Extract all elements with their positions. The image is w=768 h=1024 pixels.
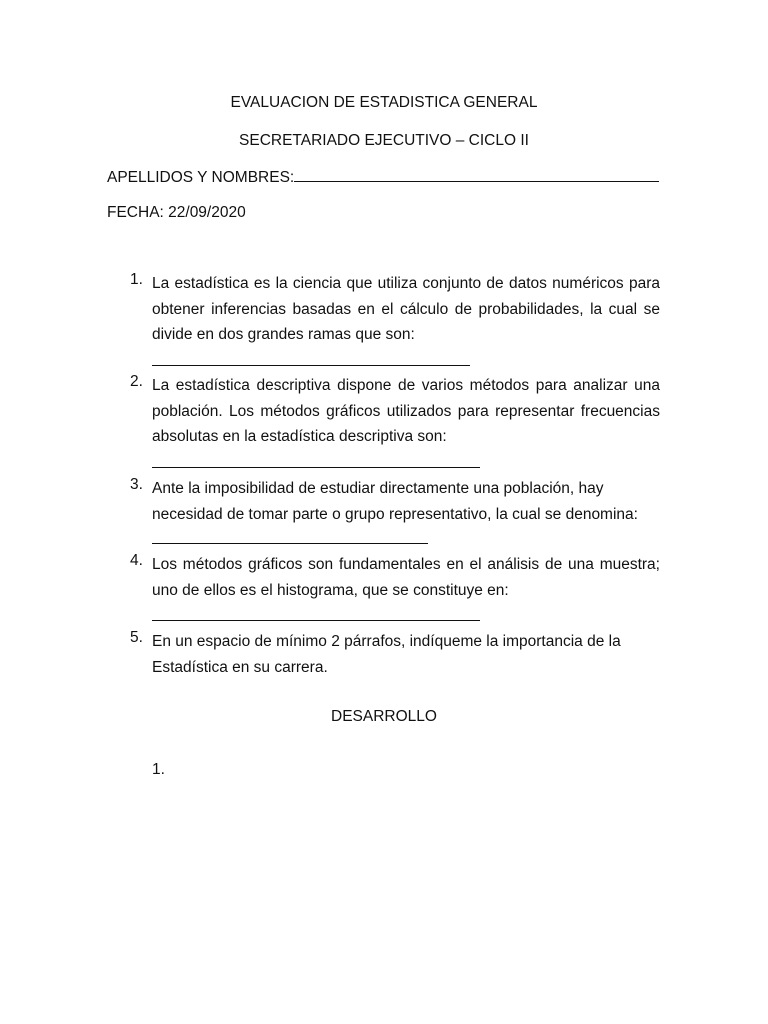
question-text: La estadística es la ciencia que utiliza conjunto de datos numéricos para obtener inferencias basadas en el cálculo de probabilidades, la cual se divide en dos grandes ramas que son: xyxy=(152,275,660,343)
question-4 xyxy=(130,552,660,621)
answer-blank[interactable] xyxy=(152,348,470,366)
answer-blank[interactable] xyxy=(152,528,428,544)
exam-subtitle: SECRETARIADO EJECUTIVO – CICLO II xyxy=(239,132,529,149)
name-label: APELLIDOS Y NOMBRES: xyxy=(107,169,295,186)
development-heading: DESARROLLO xyxy=(331,708,437,725)
question-text: La estadística descriptiva dispone de varios métodos para analizar una población. Los métodos gráficos utilizados para representar frecuencias absolutas en la estadística descriptiva son: xyxy=(152,377,660,445)
exam-title: EVALUACION DE ESTADISTICA GENERAL xyxy=(230,94,538,111)
name-blank[interactable] xyxy=(294,166,659,182)
date-label: FECHA: 22/09/2020 xyxy=(107,204,246,221)
question-number: 4. xyxy=(130,552,143,569)
answer-blank[interactable] xyxy=(152,450,480,468)
development-item-1: 1. xyxy=(152,761,165,778)
question-text: En un espacio de mínimo 2 párrafos, indíqueme la importancia de la Estadística en su carrera. xyxy=(152,633,621,676)
question-text: Ante la imposibilidad de estudiar directamente una población, hay necesidad de tomar parte o grupo representativo, la cual se denomina: xyxy=(152,480,638,523)
name-field xyxy=(107,166,659,188)
question-number: 2. xyxy=(130,373,143,390)
question-text: Los métodos gráficos son fundamentales en el análisis de una muestra; uno de ellos es el histograma, que se constituye en: xyxy=(152,556,660,599)
question-1 xyxy=(130,271,660,366)
question-3 xyxy=(130,476,660,553)
answer-blank[interactable] xyxy=(152,603,480,621)
question-number: 1. xyxy=(130,271,143,288)
question-number: 3. xyxy=(130,476,143,493)
question-2 xyxy=(130,373,660,468)
question-number: 5. xyxy=(130,629,143,646)
question-5 xyxy=(130,629,660,680)
